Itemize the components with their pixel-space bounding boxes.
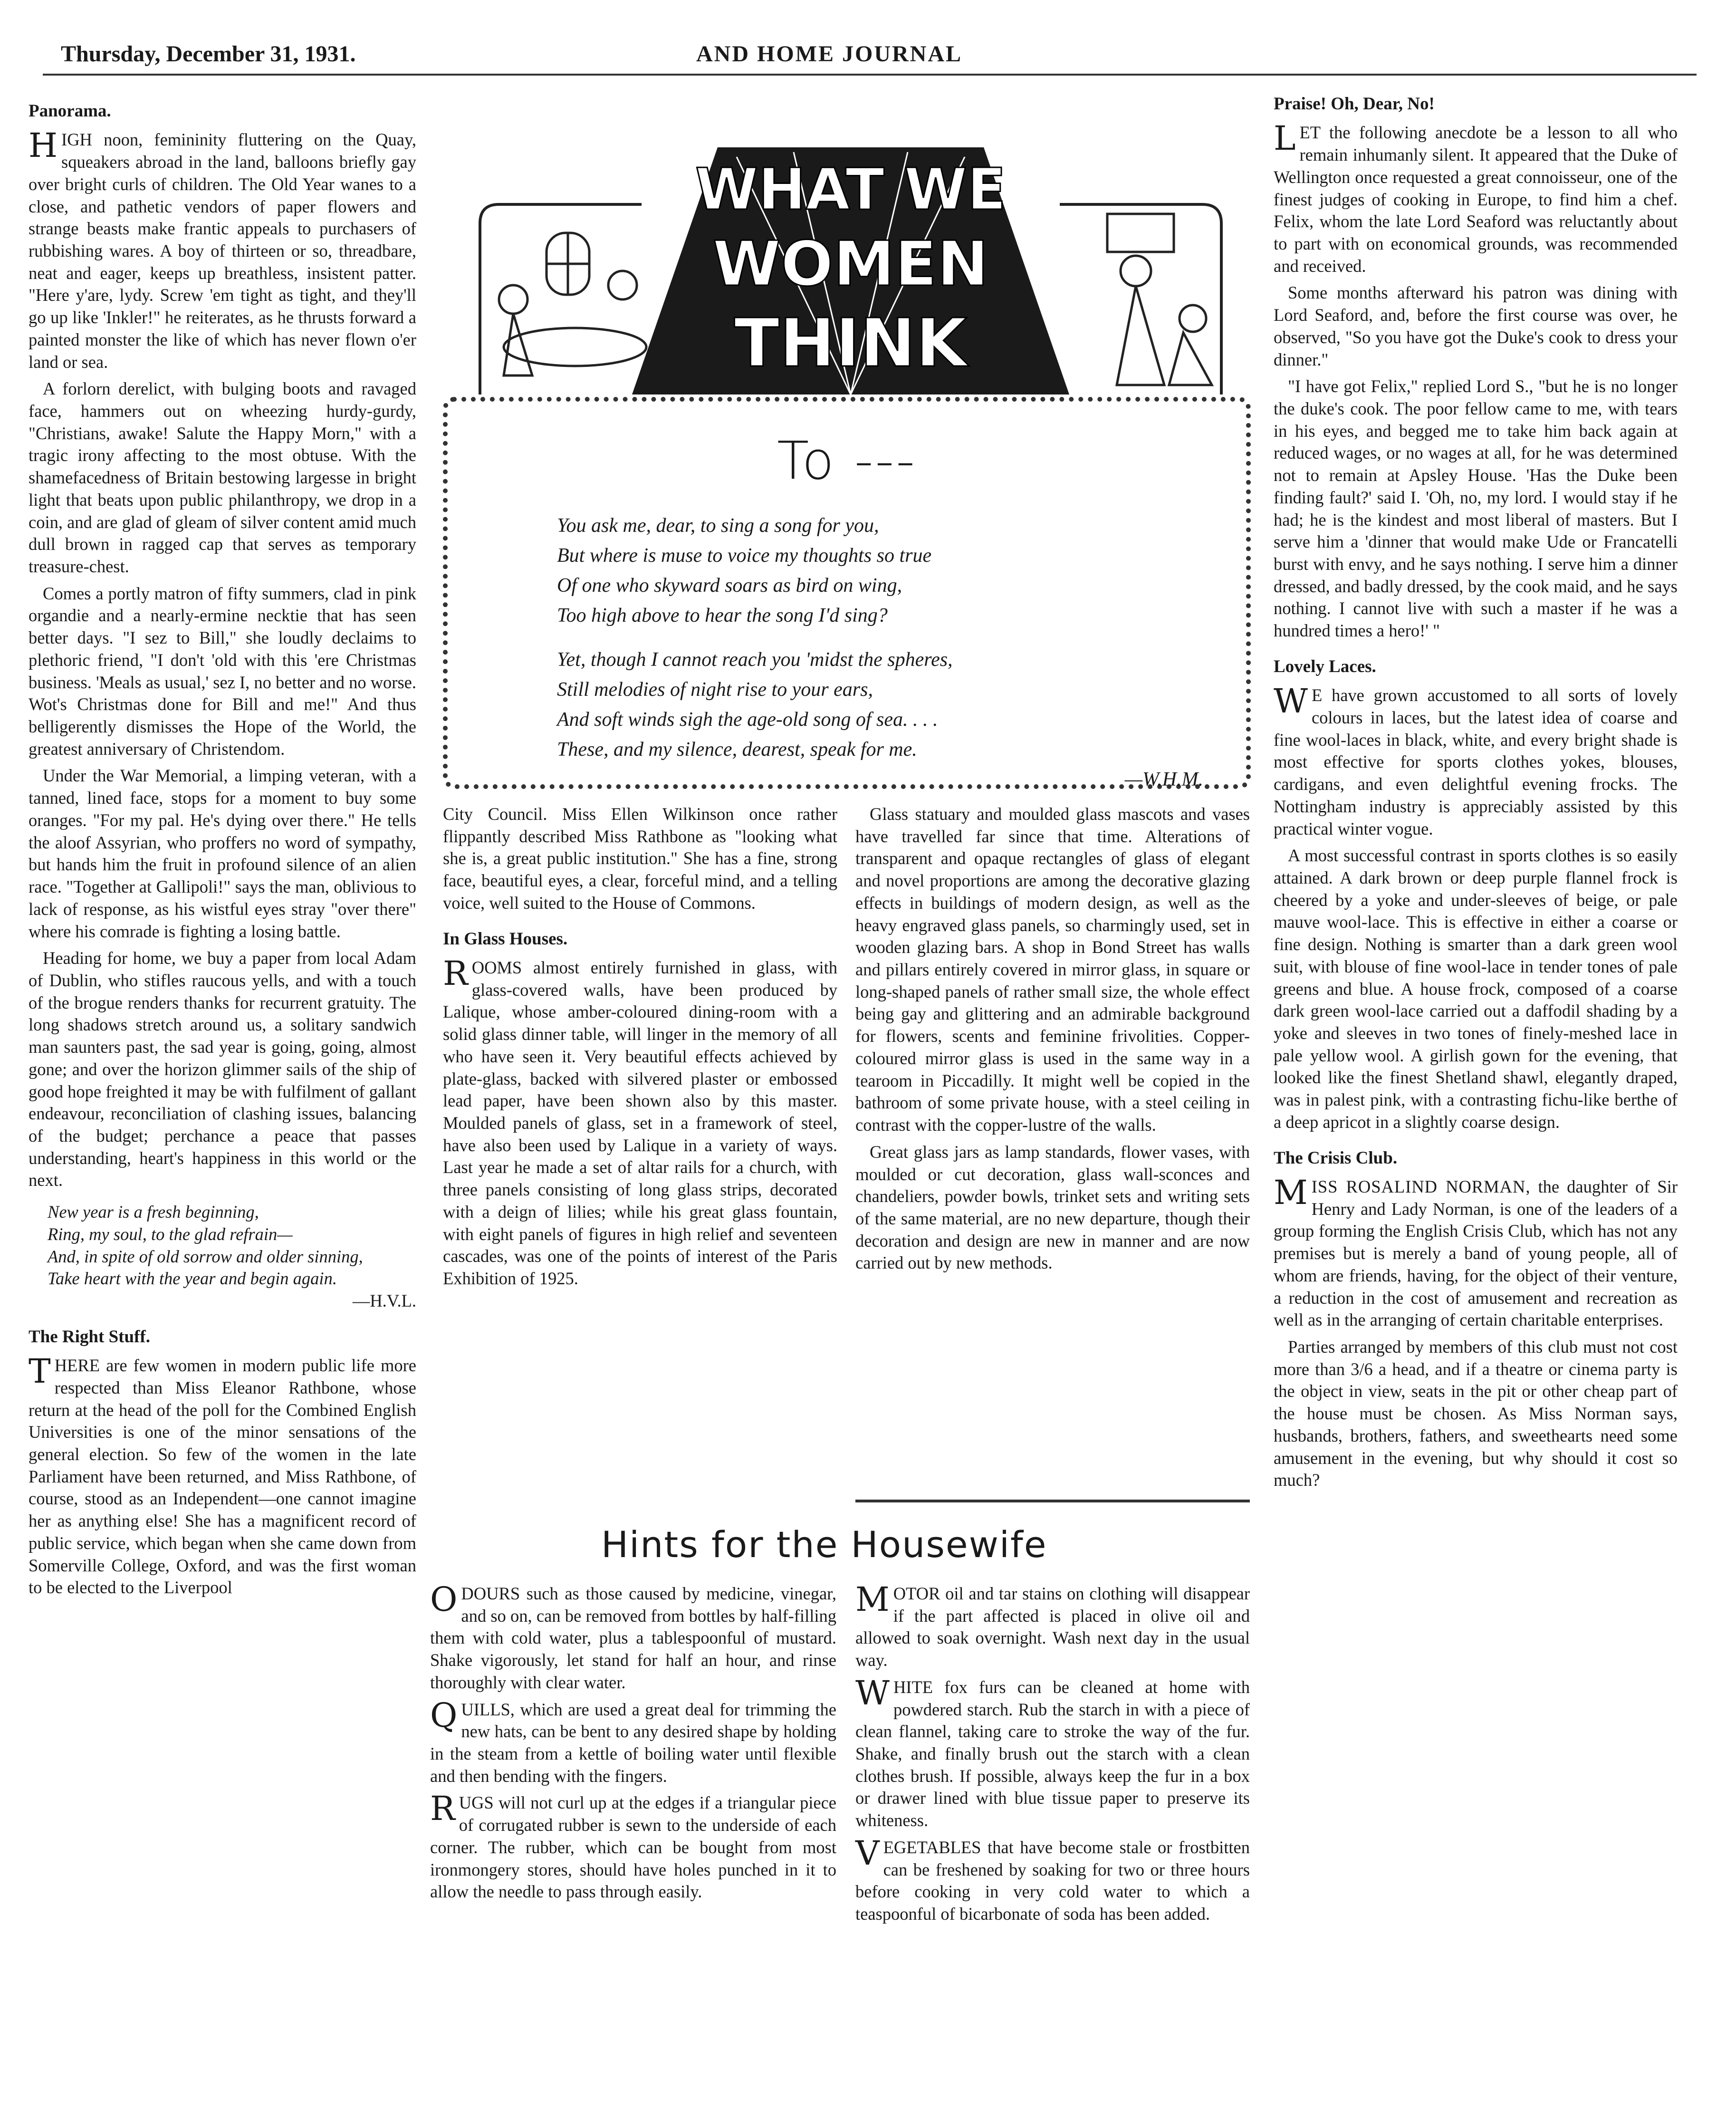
poem-line: Yet, though I cannot reach you 'midst the spheres, — [557, 649, 953, 671]
hint-quills — [430, 1695, 836, 1788]
crisis-p2: Parties arranged by members of this club must not cost more than 3/6 a head, and if a theatre or cinema party is the object in view, seats in the pit or other cheap part of the house must be chosen. As Miss Norman says, husbands, brothers, fathers, and sweethearts need some amusement in the evening, but why should it cost so much? — [1274, 1337, 1678, 1490]
poem-line: These, and my silence, dearest, speak for me. — [557, 739, 917, 760]
hints-title: Hints for the Housewife — [601, 1523, 1047, 1566]
drop-cap: R — [443, 953, 468, 993]
drop-cap: V — [855, 1833, 880, 1873]
poem-body — [557, 511, 1203, 795]
drop-cap: L — [1274, 119, 1296, 158]
panorama-p1 — [29, 126, 416, 373]
verse-line: Ring, my soul, to the glad refrain— — [48, 1224, 293, 1244]
poem-line: Of one who skyward soars as bird on wing, — [557, 575, 902, 597]
hint-motor — [855, 1580, 1250, 1672]
crisis-lead: ISS ROSALIND NORMAN, — [1311, 1176, 1531, 1196]
crisis-p1 — [1274, 1173, 1678, 1331]
hint-rugs — [430, 1789, 836, 1903]
journal-title: AND HOME JOURNAL — [696, 41, 962, 67]
hint-motor-text: OTOR oil and tar stains on clothing will disappear if the part affected is placed in olive oil and allowed to soak overnight. Wash next day in the usual way. — [855, 1584, 1250, 1670]
right-stuff-continued: City Council. Miss Ellen Wilkinson once rather flippantly described Miss Rathbone as "looking what she is, a great public institution." She has a fine, strong face, beautiful eyes, a clear, forceful mind, and a telling voice, well suited to the House of Commons. — [443, 804, 837, 913]
praise-heading: Praise! Oh, Dear, No! — [1274, 94, 1435, 114]
column-4 — [1274, 93, 1678, 1496]
panorama-p2: A forlorn derelict, with bulging boots and ravaged face, hammers out on wheezing hurdy-gurdy, "Christians, awake! Salute the Happy Morn," with a tragic irony affecting to the most obtuse. With the shamefacedness of Britain bestowing largesse in bright light that beats upon public philanthropy, we drop in a coin, and are glad of gleam of silver content amid much dull brown in ragged cap that serves as temporary treasure-chest. — [29, 379, 416, 577]
panorama-p4: Under the War Memorial, a limping veteran, with a tanned, lined face, stops for a moment to buy some oranges. "For my pal. He's dying over there." He tells the aloof Assyrian, who proffers no word of sympathy, but hands him the fruit in profound silence of an alien race. "Together at Gallipoli!" says the man, oblivious to lack of response, as his wistful eyes stray "over there" where his comrade is fighting a losing battle. — [29, 766, 416, 941]
hints-divider — [855, 1500, 1250, 1502]
drop-cap: Q — [430, 1695, 458, 1735]
hint-vegetables — [855, 1833, 1250, 1925]
panorama-verse — [48, 1201, 416, 1290]
right-stuff-heading: The Right Stuff. — [29, 1327, 150, 1347]
verse-line: Take heart with the year and begin again. — [48, 1269, 337, 1289]
verse-line: And, in spite of old sorrow and older sinning, — [48, 1246, 363, 1266]
panorama-p5: Heading for home, we buy a paper from local Adam of Dublin, who stifles raucous yells, and with a touch of the brogue renders thanks for recurrent gratuity. The long shadows stretch around us, a solitary sandwich man saunters past, the sad year is going, going, almost gone; and over the horizon glimmer sails of the ship of good hope freighted it may be with fulfilment of gallant endeavour, reconciliation of clashing issues, balancing of the budget; perchance a peace that passes understanding, heart's happiness in this world or the next. — [29, 948, 416, 1190]
panorama-heading: Panorama. — [29, 101, 111, 121]
poem-line: You ask me, dear, to sing a song for you, — [557, 515, 879, 537]
laces-p1-text: E have grown accustomed to all sorts of lovely colours in laces, but the latest idea of coarse and fine wool-laces in black, white, and every bright shade is most effective for sports clothes yokes, blouses, cardigans, and even delightful evening frocks. The Nottingham industry is appreciably assisted by this practical winter vogue. — [1274, 685, 1678, 838]
drop-cap: W — [1274, 682, 1308, 721]
panorama-p1-text: IGH noon, femininity fluttering on the Quay, squeakers abroad in the land, balloons briefly gay over bright curls of children. The Old Year wanes to a close, and pathetic vendors of paper flowers and strange beasts make frantic appeals to purchasers of rubbishing wares. A boy of thirteen or so, threadbare, neat and eager, keeps up breathless, insistent patter. "Here y'are, lydy. Screw 'em tight as tight, and they'll go up like 'Inkler!" he reiterates, as he thrusts forward a painted monster the like of which has never flown o'er land or sea. — [29, 130, 416, 372]
masthead-rule — [43, 74, 1697, 76]
verse-signature: —H.V.L. — [352, 1291, 416, 1311]
glass-houses-p1 — [443, 953, 837, 1290]
right-stuff-p1 — [29, 1352, 416, 1599]
hint-quills-text: UILLS, which are used a great deal for trimming the new hats, can be bent to any desired shape by holding in the steam from a kettle of boiling water until flexible and then bending with the fingers. — [430, 1699, 836, 1786]
issue-date: Thursday, December 31, 1931. — [61, 41, 356, 67]
poem-title: To --- — [777, 430, 917, 491]
banner-line3: THINK — [734, 305, 968, 382]
verse-line: New year is a fresh beginning, — [48, 1202, 259, 1222]
hint-odours-text: DOURS such as those caused by medicine, vinegar, and so on, can be removed from bottles by half-filling them with cold water, plus a tablespoonful of mustard. Shake vigorously, let stand for half an hour, and rinse thoroughly with clear water. — [430, 1584, 836, 1692]
crisis-heading: The Crisis Club. — [1274, 1148, 1398, 1168]
drop-cap: W — [855, 1673, 890, 1713]
hint-rugs-text: UGS will not curl up at the edges if a triangular piece of corrugated rubber is sewn to the underside of each corner. The rubber, which can be bought from most ironmongery stores, should have holes punched in it to allow the needle to pass through easily. — [430, 1793, 836, 1902]
hints-column-left — [430, 1580, 836, 1908]
praise-p2: Some months afterward his patron was dining with Lord Seaford, and, before the first course was over, he observed, "So you have got the Duke's cook to dress your dinner." — [1274, 283, 1678, 369]
hint-white-fox — [855, 1673, 1250, 1832]
what-we-women-think-banner — [451, 128, 1250, 395]
poem-signature: —W.H.M. — [1124, 769, 1203, 790]
praise-p3: "I have got Felix," replied Lord S., "but he is no longer the duke's cook. The poor fellow came to me, with tears in his eyes, and begged me to take him back again at reduced wages, or no wages at all, for he was determined not to remain at Apsley House. 'Has the Duke been finding fault?' said I. 'Oh, no, my lord. I would stay if he had; he is the kindest and most liberal of masters. But I serve him a 'dinner that would make Ude or Francatelli burst with envy, and he says nothing. I serve him a dinner dressed, and badly dressed, by the cook maid, and he says nothing. I cannot live with such a master if he was a hundred times a hero!' " — [1274, 376, 1678, 641]
poem-line: But where is muse to voice my thoughts so true — [557, 545, 932, 567]
poem-line: Still melodies of night rise to your ears, — [557, 679, 873, 701]
drop-cap: O — [430, 1580, 458, 1619]
panorama-p3: Comes a portly matron of fifty summers, clad in pink organdie and a nearly-ermine necktie that has seen better days. "I sez to Bill," she loudly declaims to plethoric friend, "I don't 'old with this 'ere Christmas business. 'Meals as usual,' sez I, no better and no worse. Wot's Christmas done for Bill and me!" And thus belligerently dismisses the Hope of the World, the greatest anniversary of Christendom. — [29, 583, 416, 759]
drop-cap: H — [29, 126, 58, 165]
drop-cap: M — [855, 1580, 890, 1619]
praise-p1 — [1274, 119, 1678, 277]
column-1 — [29, 100, 416, 1604]
poem-line: And soft winds sigh the age-old song of sea. . . . — [557, 709, 938, 731]
laces-p2: A most successful contrast in sports clothes is so easily attained. A dark brown or deep purple flannel frock is cheered by a yoke and under-sleeves of beige, or pale mauve wool-lace. This is effective in either a coarse or fine design. Nothing is smarter than a dark green wool suit, with blouse of fine wool-lace in tender tones of pale greens and blue. A house frock, composed of a coarse dark green wool-lace carried out a daffodil shading by a yoke and sleeves in two tones of finely-meshed lace in pale yellow wool. A girlish gown for the evening, that looked like the finest Shetland shawl, elegantly draped, was in palest pink, with a contrasting fichu-like berthe of a deep apricot in a slightly coarse design. — [1274, 846, 1678, 1132]
crisis-p1-text: the daughter of Sir Henry and Lady Norman, is one of the leaders of a group forming the English Crisis Club, which has not any premises but is merely a band of young people, all of whom are friends, having, for the object of their venture, a reduction in the cost of amusement and recreation as well as in the arranging of certain charitable enterprises. — [1274, 1176, 1678, 1330]
drop-cap: M — [1274, 1173, 1308, 1212]
laces-heading: Lovely Laces. — [1274, 656, 1376, 676]
glass-houses-p2: Glass statuary and moulded glass mascots and vases have travelled far since that time. Alterations of transparent and opaque rectangles of glass of elegant and novel proportions are among the decorative glazing effects in buildings of modern design, as well as the heavy engraved glass panels, so charmingly used, set in wooden glazing bars. A shop in Bond Street has walls and pillars entirely covered in mirror glass, in square or long-shaped panels of rather small size, the whole effect being gay and glittering and an admirable background for flowers, scents and feminine frivolities. Copper-coloured mirror glass is used in the same way in a tearoom in Piccadilly. It might well be copied in the bathroom of some private house, with a steel ceiling in contrast with the copper-lustre of the walls. — [855, 804, 1250, 1135]
hint-white-fox-text: HITE fox furs can be cleaned at home with powdered starch. Rub the starch in with a piece of clean flannel, taking care to stroke the way of the fur. Shake, and finally brush out the starch with a clean clothes brush. If possible, always keep the fur in a box or drawer lined with blue tissue paper to preserve its whiteness. — [855, 1677, 1250, 1830]
poem-line: Too high above to hear the song I'd sing? — [557, 605, 888, 626]
praise-p1-text: ET the following anecdote be a lesson to all who remain inhumanly silent. It appeared that the Duke of Wellington once requested a great connoisseur, one of the finest judges of cooking in Europe, to find him a chef. Felix, whom the late Lord Seaford was reluctantly about to part with on economical grounds, was recommended and received. — [1274, 123, 1678, 276]
hint-odours — [430, 1580, 836, 1694]
banner-line2: WOMEN — [712, 228, 989, 300]
hint-vegetables-text: EGETABLES that have become stale or frostbitten can be freshened by soaking for two or three hours before cooking in very cold water to which a teaspoonful of bicarbonate of soda has been added. — [855, 1837, 1250, 1924]
glass-houses-heading: In Glass Houses. — [443, 929, 568, 949]
right-stuff-p1-text: HERE are few women in modern public life more respected than Miss Eleanor Rathbone, whose return at the head of the poll for the Combined English Universities is one of the minor sensations of the general election. So few of the women in the late Parliament have been returned, and Miss Rathbone, of course, stood as an Independent—one cannot imagine her as anything else! She has a magnificent record of public service, which began when she came down from Somerville College, Oxford, and was the first woman to be elected to the Liverpool — [29, 1356, 416, 1597]
hints-column-right — [855, 1580, 1250, 1930]
drop-cap: R — [430, 1789, 455, 1828]
laces-p1 — [1274, 684, 1678, 840]
glass-houses-p3: Great glass jars as lamp standards, flower vases, with moulded or cut decoration, glass wall-sconces and chandeliers, powder bowls, trinket sets and writing sets of the same material, are no new departure, though their decoration and design are new in manner and are now carried out by new methods. — [855, 1142, 1250, 1273]
column-3 — [855, 803, 1250, 1279]
glass-houses-p1-text: OOMS almost entirely furnished in glass, with glass-covered walls, have been produced by Lalique, whose amber-coloured dining-room with a solid glass dinner table, will linger in the memory of all who have seen it. Very beautiful effects achieved by plate-glass, backed with silvered plaster or embossed lead paper, have been shown also by this master. Moulded panels of glass, set in a framework of steel, have also been used by Lalique in a variety of ways. Last year he made a set of altar rails for a church, with three panels consisting of long glass strips, decorated with a deign of lilies; while his great glass fountain, with eight panels of figures in high relief and seventeen cascades, was one of the points of interest of the Paris Exhibition of 1925. — [443, 957, 837, 1289]
poem-box — [443, 397, 1251, 789]
banner-line1: WHAT WE — [695, 157, 1007, 223]
drop-cap: T — [29, 1352, 51, 1391]
column-2 — [443, 803, 837, 1295]
